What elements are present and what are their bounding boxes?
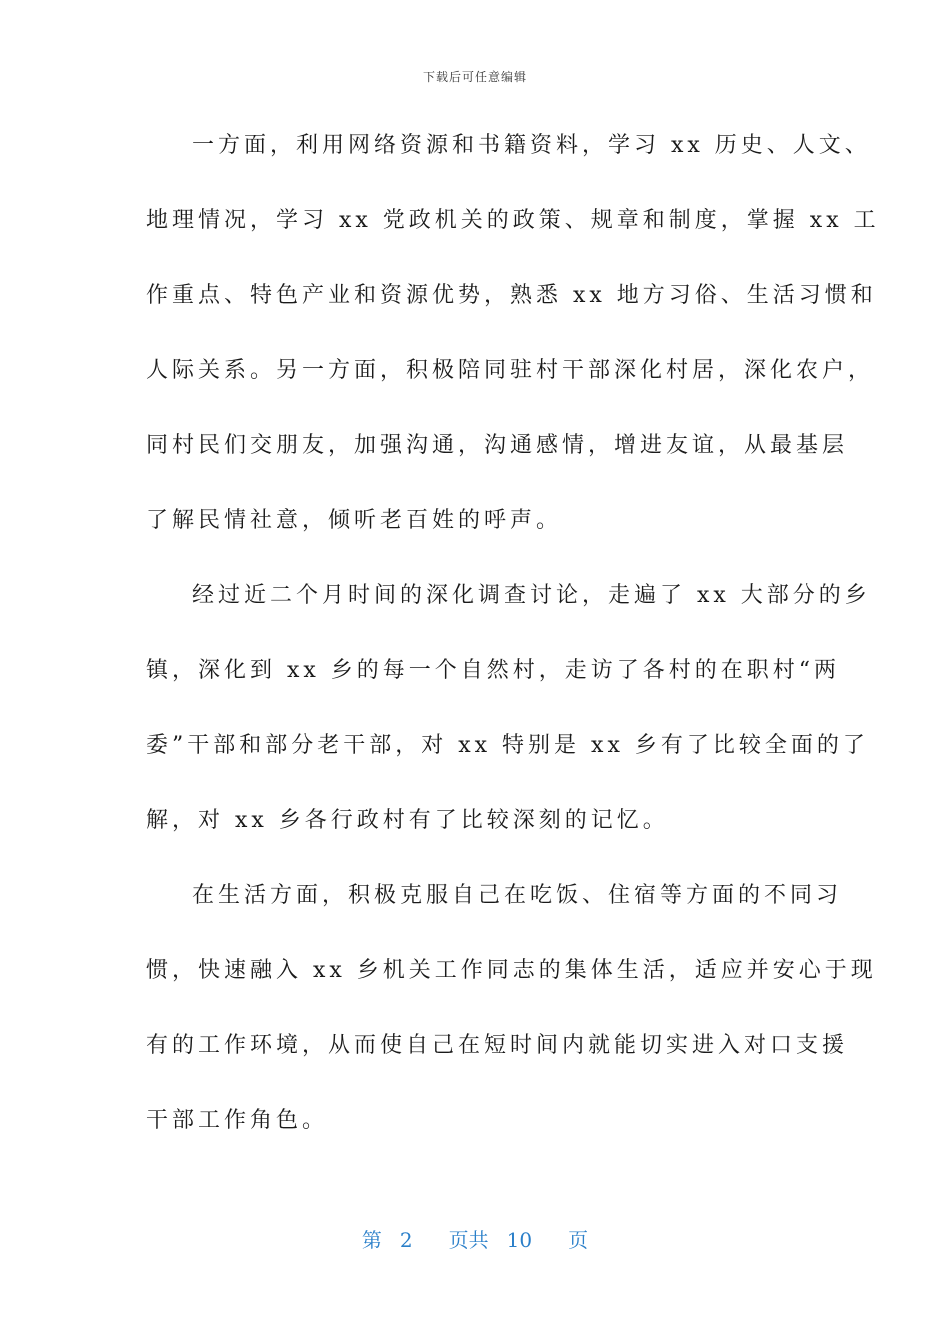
page-footer [0,1224,950,1253]
footer-prefix: 第 [361,1228,382,1252]
paragraph-line: 同村民们交朋友，加强沟通，沟通感情，增进友谊，从最基层 [146,433,849,458]
paragraph-line: 解，对 xx 乡各行政村有了比较深刻的记忆。 [146,808,669,833]
paragraph-line: 作重点、特色产业和资源优势，熟悉 xx 地方习俗、生活习惯和 [146,283,877,308]
header-note: 下载后可任意编辑 [422,70,527,84]
document-body [146,122,880,1172]
footer-page-number: 2 [399,1228,413,1252]
paragraph-1 [146,122,880,572]
paragraph-line: 人际关系。另一方面，积极陪同驻村干部深化村居，深化农户， [146,358,875,383]
paragraph-line: 地理情况，学习 xx 党政机关的政策、规章和制度，掌握 xx 工 [146,208,880,233]
paragraph-line: 在生活方面，积极克服自己在吃饭、住宿等方面的不同习 [192,883,843,908]
paragraph-3 [146,872,877,1172]
paragraph-2 [146,572,871,872]
paragraph-line: 了解民情社意，倾听老百姓的呼声。 [146,508,563,533]
footer-suffix: 页 [568,1228,589,1252]
footer-middle: 页共 [448,1228,489,1252]
footer-total-pages: 10 [506,1228,533,1252]
paragraph-line: 干部工作角色。 [146,1108,329,1133]
paragraph-line: 有的工作环境，从而使自己在短时间内就能切实进入对口支援 [146,1033,849,1058]
paragraph-line: 镇，深化到 xx 乡的每一个自然村，走访了各村的在职村“两 [146,658,841,683]
paragraph-line: 委”干部和部分老干部，对 xx 特别是 xx 乡有了比较全面的了 [146,733,869,758]
paragraph-line: 一方面，利用网络资源和书籍资料，学习 xx 历史、人文、 [192,133,871,158]
paragraph-line: 经过近二个月时间的深化调查讨论，走遍了 xx 大部分的乡 [192,583,871,608]
paragraph-line: 惯，快速融入 xx 乡机关工作同志的集体生活，适应并安心于现 [146,958,877,983]
